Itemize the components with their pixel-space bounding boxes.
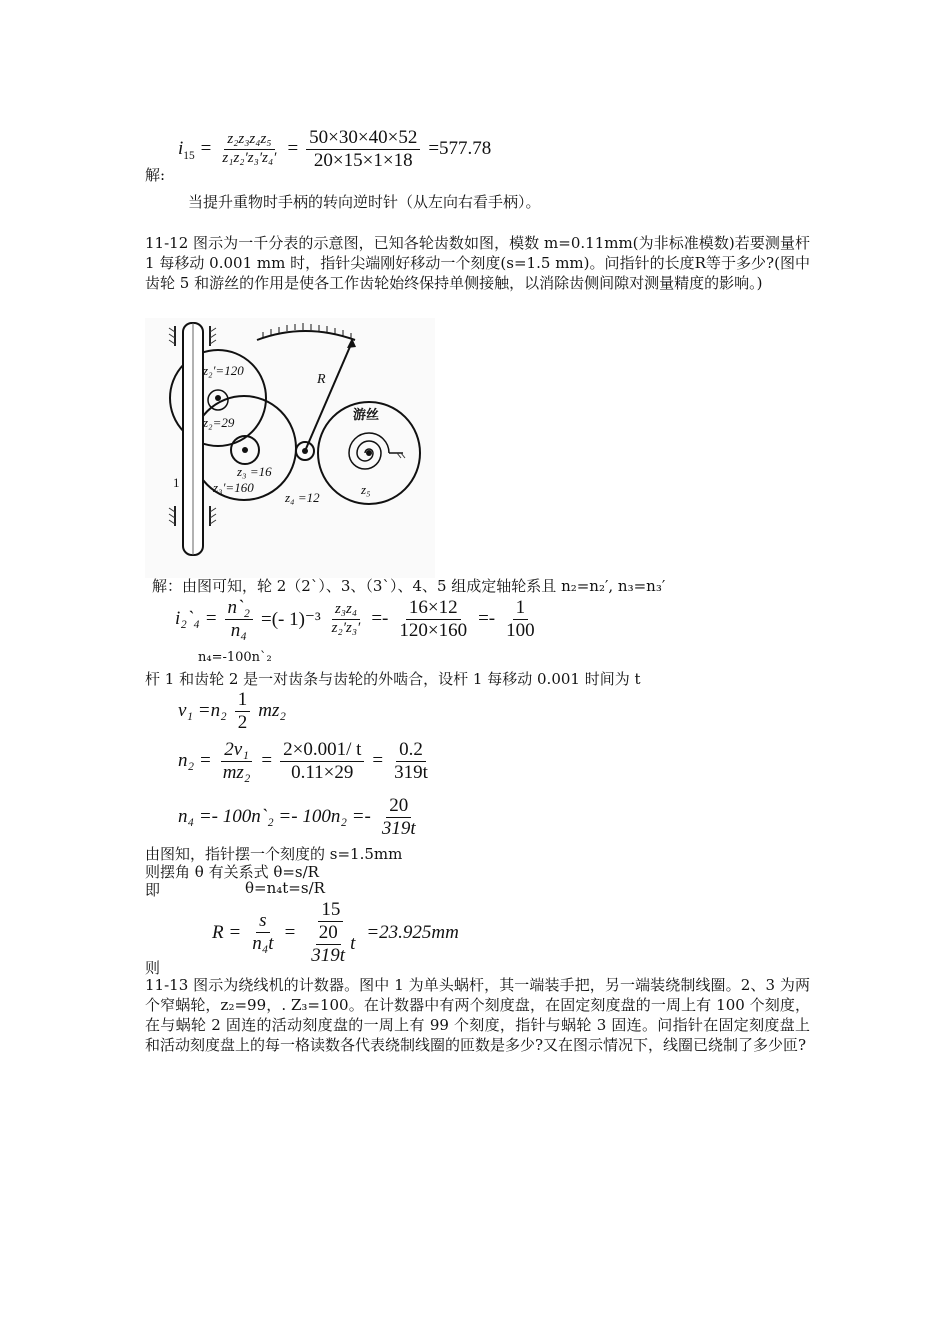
- i15-result: =577.78: [428, 138, 492, 160]
- jie-label: 解:: [145, 166, 166, 184]
- equation-i15: $i_{15}$ = $\frac{\text{z₂z₃z₄z₅}}{\text{z₁z₂′z₃′z₄′}}$ = $\frac{50\times 30\times 40\times 52}{20\times 15\times 1\times 18}$ =577.78: [178, 127, 492, 171]
- solution-intro: 解：由图可知，轮 2（2`）、3、（3`）、4、5 组成定轴轮系且 n₂=n₂′, n₃=n₃′: [152, 577, 666, 595]
- n4-relation: n₄=-100n`₂: [198, 650, 272, 665]
- equation-i24: i₂`₄ = $\frac{\text{n`₂}}{\text{n₄}}$ =(- 1)⁻³ $\frac{\text{z₃z₄}}{\text{z₂′z₃′}}$ =- $\frac{16\times 12}{120\times 160}$ =- $\frac{1}{100}$: [175, 597, 535, 641]
- i15-fraction-gears: $\frac{\text{z₂z₃z₄z₅}}{\text{z₁z₂′z₃′z₄′}}$: [222, 131, 277, 166]
- equation-n2: n₂ = $\frac{\text{2v₁}}{\text{mz₂}}$ = $\frac{2\times 0.001/ t}{0.11\times 29}$ = $\frac{0.2}{319t}$: [178, 739, 428, 783]
- label-z4: z₄ =12: [285, 490, 320, 505]
- theta-text: 则摆角 θ 有关系式 θ=s/R: [145, 863, 319, 881]
- rotation-note: 当提升重物时手柄的转向逆时针（从左向右看手柄）。: [188, 193, 541, 211]
- i15-fraction-values: $\frac{50\times 30\times 40\times 52}{20\times 15\times 1\times 18}$: [306, 128, 420, 171]
- gear-train-diagram: [145, 318, 435, 578]
- theta-text-2: θ=n₄t=s/R: [245, 879, 325, 897]
- ze-label: 则: [145, 959, 161, 977]
- label-rack: 1: [173, 475, 180, 490]
- label-z5: z₅: [361, 482, 371, 497]
- label-z2-prime: z₂′=120: [203, 363, 244, 378]
- label-z3: z₃ =16: [237, 464, 272, 479]
- scale-step-text: 由图知，指针摆一个刻度的 s=1.5mm: [145, 845, 403, 863]
- label-z2: z₂=29: [203, 415, 235, 430]
- label-radius: R: [317, 372, 326, 387]
- label-z3-prime: z₃′=160: [213, 480, 254, 495]
- label-hairspring: 游丝: [353, 408, 380, 423]
- i15-symbol: $i_{15}$: [178, 137, 195, 162]
- problem-11-13: 11-13 图示为绕线机的计数器。图中 1 为单头蜗杆，其一端装手把，另一端装绕制线圈。2、3 为两个窄蜗轮，z₂=99，. Z₃=100。在计数器中有两个刻度盘，在固定刻度盘的一周上有 100 个刻度，在与蜗轮 2 固连的活动刻度盘的一周上有 99 个刻度，指针与蜗轮 3 固连。问指针在固定刻度盘上和活动刻度盘上的每一格读数各代表绕制线圈的匝数是多少?又在图示情况下，线圈已绕制了多少匝?: [145, 976, 810, 1054]
- ji-label: 即: [145, 881, 161, 899]
- equation-n4: n₄ =- 100n`₂ =- 100n₂ =- $\frac{20}{319t}$: [178, 795, 416, 839]
- dial-gauge-figure: [145, 318, 435, 578]
- problem-11-12: 11-12 图示为一千分表的示意图，已知各轮齿数如图，模数 m=0.11mm(为非标准模数)若要测量杆 1 每移动 0.001 mm 时，指针尖端刚好移动一个刻度(s=1.5 mm)。问指针的长度R等于多少?(图中齿轮 5 和游丝的作用是使各工作齿轮始终保持单侧接触，以消除齿侧间隙对测量精度的影响。): [145, 234, 810, 292]
- equation-v1: v₁ =n₂ $\frac{1}{2}$ mz₂: [178, 689, 286, 733]
- equation-R: R = $\frac{s}{\text{n₄t}}$ = 15 $\frac{20}{319t}$ t =23.925mm: [212, 899, 459, 966]
- rack-text: 杆 1 和齿轮 2 是一对齿条与齿轮的外啮合，设杆 1 每移动 0.001 时间为 t: [145, 670, 641, 688]
